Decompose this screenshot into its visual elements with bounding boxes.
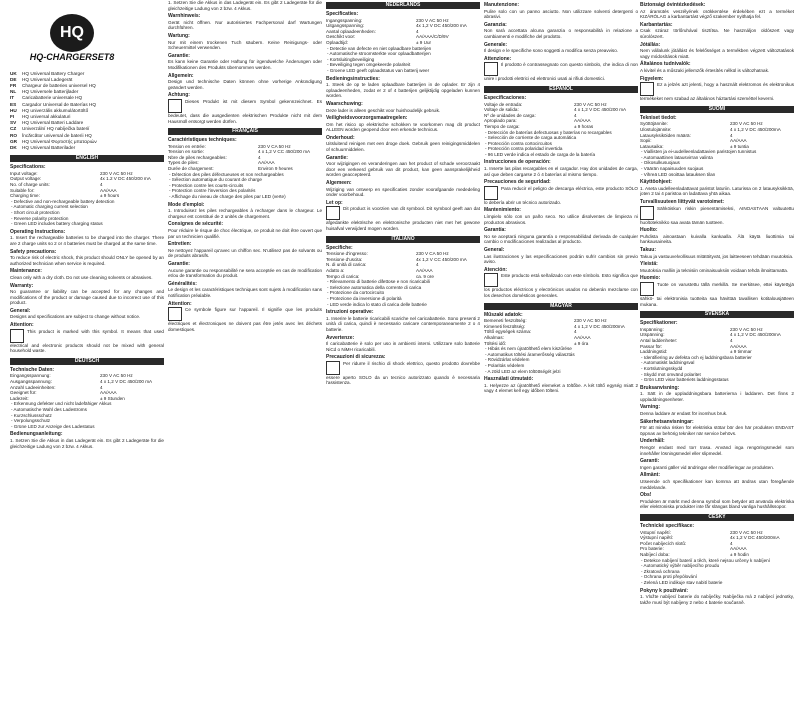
spec-row: Ulostulojännite: 4 x 1,2 V DC 450/200mA [640, 126, 781, 132]
feature-item: - Groene LED geeft oplaadstatus van batterij weer [327, 67, 430, 73]
weee-bin-icon [168, 307, 182, 321]
maintenance-text: Uitsluitend reinigen met een droge doek. Gebruik geen reinigingsmiddelen of schuurmiddelen. [326, 141, 480, 153]
general-text: Utseende och specifikationer kan komma att ändras utan föregående meddelande. [640, 479, 794, 490]
spec-row: Tensione d'ingresso: 230 V CA 50 Hz [326, 251, 449, 257]
feature-item: - Sélection automatique du courant de charge [169, 177, 262, 183]
warranty-text: Voor wijzigingen en veranderingen aan het product of schade veroorzaakt door een verkeerd gebruik van dit product, kan geen aansprakelijkheid worden geaccepteerd. [326, 161, 480, 178]
feature-item: - Grüne LED zur Anzeige des Ladestatus [11, 423, 95, 429]
general-heading: Generale: [484, 41, 508, 48]
operating-heading: Pokyny k používání: [640, 587, 689, 594]
operating-text: 1. Vložte nabíjecí baterie do nabíječky. Nabíječka má 2 nabíjecí jednotky, takže musí být nabíjeny 2 nebo 4 baterie současně. [640, 594, 794, 605]
feature-item: - Automatický výběr nabíjecího proudu [641, 563, 720, 569]
attention-heading: Atención: [484, 266, 508, 273]
warranty-heading: Takuu: [640, 247, 657, 253]
section-header-czech: ČESKY [640, 514, 794, 521]
safety-heading: Biztonsági óvintézkedések: [640, 2, 706, 8]
safety-text: Pour réduire le risque de choc électrique, ce produit ne doit être ouvert que par un technicien qualifié. [168, 228, 322, 239]
feature-item: - Détection des piles défectueuses et non rechargeables [169, 171, 284, 177]
brand-title: HQ-CHARGERSET8 [29, 52, 115, 62]
spec-row: Eingangsspannung: 230 V AC 50 Hz [10, 373, 133, 379]
general-text: Las ilustraciones y las especificaciones podrán sufrir cambios sin previo aviso. [484, 253, 638, 265]
operating-text: 1. Insert the rechargeable batteries to be charged into the charger. There are 2 charge units so 2 or 4 batteries must be charged at the same time. [10, 235, 164, 246]
maintenance-heading: Wartung: [168, 32, 190, 39]
warranty-heading: Jótállás: [640, 41, 661, 48]
spec-row: Utspänning: 4 x 1,2 V DC 450/200mA [640, 332, 781, 338]
spec-row: Anzahl Ladeeinheiten: 4 [10, 384, 103, 390]
warranty-text: Ingen garanti gäller vid ändringar eller modifieringar av produkten. [640, 464, 775, 470]
spec-row: N. di unità di carica: 4 [326, 262, 419, 268]
column-3 [326, 0, 480, 725]
operating-heading: Mode d'emploi: [168, 201, 205, 208]
spec-row: Ingangsspanning: 230 V AC 50 Hz [326, 17, 449, 23]
attention-text: Ce symbole figure sur l'appareil. Il signifie que les produits électriques et électroniques ne doivent pas être jetés avec les déchets domestiques. [168, 307, 322, 332]
spec-row: Geeignet für: AA/AAA [10, 390, 117, 396]
spec-row: Bemeneti feszültség: 230 V AC 50 Hz [484, 318, 607, 324]
spec-row: Vstupní napětí: 230 V AC 50 Hz [640, 529, 763, 535]
attention-heading: Huomio: [640, 275, 661, 282]
operating-text: 1. Inserte las pilas recargables en el cargador. Hay dos unidades de carga, así que deben cargarse 2 ó 4 baterías al mismo tiempo. [484, 166, 638, 177]
feature-item: - Beveiliging tegen omgekeerde polariteit [327, 62, 411, 68]
feature-item: - Kortsluitingbeveiliging [327, 56, 375, 62]
section-header-hungarian: MAGYAR [484, 303, 638, 310]
weee-bin-icon [640, 282, 654, 296]
feature-item: - Oikosulkusuojaus [641, 160, 680, 166]
list-item: FR Chargeur de batteries universel HQ [10, 83, 96, 88]
warranty-text: No guarantee or liability can be accepted for any changes and modifications of the product or damage caused due to incorrect use of this product. [10, 289, 164, 306]
warning-text: Il caricabatterie è solo per uso in ambienti interni. Utilizzare solo batterie NiCd o NiMH ricaricabili. [326, 341, 480, 352]
general-text: Muutoksia malliin ja teknisiin ominaisuuksiin voidaan tehdä ilmoittamatta. [640, 267, 789, 273]
operating-heading: Használati útmutató: [484, 376, 534, 383]
maintenance-heading: Karbantartás: [640, 21, 673, 28]
maintenance-text: Nur mit einem trockenen Tuch säubern. Keine Reinigungs- oder Scheuermittel verwenden. [168, 39, 322, 51]
warranty-text: No se aceptará ninguna garantía o responsabilidad derivada de cualquier cambio o modificaciones realizadas al producto. [484, 233, 638, 245]
operating-heading: Käyttöohjeet: [640, 179, 672, 186]
general-heading: Allmänt: [640, 472, 660, 479]
language-list [10, 71, 164, 152]
feature-item: - Affichage du niveau de charge des piles par LED (verte) [169, 194, 286, 200]
safety-text: Om het risico op elektrische schokken te voorkomen mag dit product ALLEEN worden geopend door een erkende technicus. [326, 121, 480, 133]
spec-row: Tempo di carica: ca. 9 ore [326, 273, 434, 279]
general-heading: Yleistä: [640, 261, 658, 268]
safety-heading: Turvallisuuteen liittyvät varotoimet: [640, 199, 725, 206]
weee-bin-icon [640, 82, 654, 96]
feature-item: - Green LED includes battery charging status [11, 221, 103, 227]
spec-row: Aantal oplaadeenheden: 4 [326, 28, 419, 34]
feature-item: - Väärän napaisuuden suojaus [641, 166, 704, 172]
feature-item: - Viallisten ja ei-uudelleenladattavien paristojen tunnistus [641, 149, 757, 155]
warranty-text: Es kann keine Garantie oder Haftung für irgendwelche Änderungen oder Modifikationen des Produkts übernommen werden. [168, 59, 322, 70]
operating-text: 1. Helyezze az újratölthető elemeket a töltőbe. A két töltő egység miatt 2 vagy 4 elemet kell egy időben tölteni. [484, 382, 638, 394]
warranty-text: Non sarà accettata alcuna garanzia o responsabilità in relazione a cambiamenti e modifiche del prodotto. [484, 28, 638, 39]
maintenance-text: Límpielo sólo con un paño seco. No utilice disolventes de limpieza ni productos abrasivos. [484, 214, 638, 225]
spec-row: Inspänning: 230 V AC 50 Hz [640, 326, 763, 332]
warranty-heading: Garantía: [484, 227, 506, 234]
feature-item: - Identifiering av defekta och ej laddningsbara batterier [641, 354, 752, 360]
general-heading: Általános tudnivalók: [640, 61, 691, 68]
weee-bin-icon [326, 206, 340, 220]
operating-heading: Istruzioni operative: [326, 309, 374, 316]
spec-row: Ladezeit: ± 9 Stunden [10, 395, 125, 401]
feature-item: - Skydd mot omvänd polaritet [641, 371, 701, 377]
spec-row: Alkalmas: AA/AAA [484, 334, 591, 340]
brand-logo [18, 14, 126, 61]
section-header-spanish: ESPAÑOL [484, 86, 638, 93]
feature-item: - Selección de corriente de carga automática [485, 135, 577, 141]
maintenance-text: Pulire solo con un panno asciutto. Non utilizzare solventi detergenti o abrasivi. [484, 8, 638, 20]
general-heading: Allgemein: [168, 72, 194, 79]
maintenance-heading: Onderhoud: [326, 134, 355, 141]
feature-item: - Protección contra cortocircuitos [485, 140, 552, 146]
maintenance-text: Csak száraz törlőruhával tisztítsa. Ne használjon oldószert vagy súrolószert. [640, 28, 794, 39]
feature-item: - Erkennung defekter und nicht ladefähiger Akkus [11, 401, 112, 407]
feature-item: - Kortslutningsskydd [641, 365, 683, 371]
feature-item: - Automatic charging current selection [11, 204, 88, 210]
safety-text: To reduce risk of electric shock, this product should ONLY be opened by an authorized technician when service is required. [10, 255, 164, 266]
feature-item: - Grön LED visar batteriets laddningsstatus [641, 377, 729, 383]
specs-heading: Caractéristiques techniques: [168, 137, 237, 144]
warning-triangle-icon [484, 186, 498, 200]
spec-row: Passar för: AA/AAA [640, 343, 747, 349]
spec-row: Ausgangsspannung: 4 x 1,2 V DC 450/200 mA [10, 379, 153, 385]
spec-row: Tension en sortie: 4 x 1,2 V CC 450/200 mA [168, 149, 311, 155]
spec-row: Pro baterie: AA/AAA [640, 546, 747, 552]
specs-heading: Specificaties: [326, 11, 359, 17]
spec-row: Kimeneti feszültség: 4 x 1,2 V DC 450/200mA [484, 323, 625, 329]
section-header-dutch: NEDERLANDS [326, 2, 480, 9]
list-item: ES Cargador Universal de Baterías HQ [10, 101, 96, 107]
list-item: RO Încărcător universal de baterii HQ [10, 132, 92, 138]
maintenance-text: Puhdista ainoastaan kuivalla kankaalla. Älä käytä liuottimia tai hankausaineita. [640, 233, 794, 245]
attention-text: Produkten är märkt med denna symbol som betyder att använda elektriska eller elektroniska produkter inte får slängas bland vanliga hushållssopor. [640, 498, 794, 510]
spec-row: Töltési idő: ± 9 óra [484, 340, 589, 346]
section-header-swedish: SVENSKA [640, 311, 794, 318]
column-1 [10, 0, 164, 725]
maintenance-text: Rengör endast med torr trasa. Använd inga rengöringsmedel som innehåller lösningsmedel eller slipmedel. [640, 445, 794, 456]
spec-row: Nabíjecí doba: ± 9 hodin [640, 551, 749, 557]
maintenance-heading: Huolto: [640, 227, 658, 234]
list-item: UK HQ Universal Battery Charger [10, 70, 85, 76]
operating-text: 1. Introduisez les piles rechargeables à recharger dans le chargeur. Le chargeur est constitué de 2 unités de chargement. [168, 208, 322, 219]
general-heading: General: [484, 247, 505, 253]
attention-heading: Obs! [640, 492, 652, 499]
feature-item: - Vihreä LED osoittaa latauksen tilan [641, 171, 716, 177]
list-item: HU HQ univerzális akkumulátortöltő [10, 107, 89, 113]
warning-text: Gerät nicht öffnen. Nur autorisiertes Fachpersonal darf Wartungen durchführen. [168, 19, 322, 31]
spec-row: No. of charge units: 4 [10, 182, 103, 188]
warranty-heading: Garanzia: [484, 21, 507, 28]
safety-text: För att minska risken för elektriska stötar bör den här produkten ENDAST öppnas av behörig tekniker när service behövs. [640, 425, 794, 436]
list-item: FI HQ universal akkulaturi [10, 114, 71, 120]
list-item: CZ Univerzální HQ nabíječka baterií [10, 126, 90, 132]
spec-row: Durée de chargement: Environ 9 heures [168, 166, 293, 172]
spec-row: Voltaje de salida: 4 x 1,2 V DC 450/200 mA [484, 107, 627, 113]
warning-triangle-icon [640, 206, 654, 220]
safety-heading: Säkerhetsanvisningar: [640, 418, 694, 425]
general-text: Design und technische Daten können ohne vorherige Ankündigung geändert werden. [168, 79, 322, 90]
attention-text: Il prodotto è contrassegnato con questo simbolo, che indica di non unire i prodotti elettrici ed elettronici usati ai rifiuti domestici. [484, 62, 638, 82]
safety-text: Az áramütés veszélyének csökkentése érdekében ezt a terméket KIZÁRÓLAG a karbantartást végző szakember nyithatja fel. [640, 8, 794, 20]
warning-text: Deze lader is alleen geschikt voor huishoudelijk gebruik. [326, 107, 441, 113]
section-header-finnish: SUOMI [640, 106, 794, 113]
section-header-english: ENGLISH [10, 155, 164, 162]
spec-row: Suitable for: AA/AAA [10, 187, 117, 193]
maintenance-heading: Underhåll: [640, 438, 665, 445]
attention-text: Tuote on varustettu tällä merkillä. Se merkitsee, ettei käytettyjä sähkö- tai elektronisia tuotteita saa hävittää tavallisen kotitalousjätteen mukana. [640, 281, 794, 307]
spec-row: Adatto a: AA/AAA [326, 267, 433, 273]
attention-text: This product is marked with this symbol. It means that used electrical and electronic products should not be mixed with general household waste. [10, 328, 164, 354]
general-text: Le design et les caractéristiques techniques sont sujets à modification sans notification préalable. [168, 287, 322, 298]
weee-bin-icon [10, 329, 24, 343]
section-header-italian: ITALIANO [326, 236, 480, 243]
maintenance-heading: Mantenimiento: [484, 207, 521, 214]
list-item: NL HQ Universele batterijlader [10, 89, 79, 95]
attention-heading: Attention: [168, 300, 192, 307]
spec-row: Laddningstid: ± 9 timmar [640, 349, 752, 355]
section-header-german: DEUTSCH [10, 358, 164, 365]
attention-text: Dit product is voorzien van dit symbool. Dit symbool geeft aan dat afgedankte elektrische en elektronische producten niet met het gewone huisafval verwijderd mogen worden. [326, 206, 480, 231]
feature-item: - Protección contra polaridad invertida [485, 146, 563, 152]
feature-item: - Automatische Wahl des Ladestroms [11, 407, 87, 413]
spec-row: Nbre de piles rechargeables: 4 [168, 154, 261, 160]
spec-row: Syöttöjännite: 230 V AC 50 Hz [640, 121, 763, 127]
operating-text: 1. Aseta uudelleenladattavat paristot laturiin. Laturissa on 2 latausyksikköä, joten 2 tai 4 paristoa on ladattava yhtä aikaa. [640, 185, 794, 197]
spec-row: Latausaika: ± 9 tuntia [640, 143, 749, 149]
operating-text: 1. Setzen Sie die Akkus in das Ladegerät ein. Es gibt 2 Ladegeräte für die gleichzeitige Ladung von 2 bzw. 4 Akkus. [168, 0, 322, 11]
feature-item: - Ochrana proti přepólování [641, 574, 697, 580]
spec-row: Output voltage: 4x 1.2 V DC 450/200 mA [10, 176, 151, 182]
operating-heading: Operating Instructions: [10, 228, 66, 235]
safety-heading: Veiligheidsvoorzorgsmaatregelen: [326, 115, 408, 122]
specs-heading: Specifications: [10, 164, 46, 171]
logo-mark-icon: HQ [50, 14, 94, 52]
feature-item: - Polaritás védelem [485, 362, 525, 368]
warranty-heading: Garantie: [168, 260, 190, 267]
warranty-heading: Garanti: [640, 458, 660, 465]
feature-item: - Automaattinen latausvirran valinta [641, 154, 713, 160]
operating-text: 1. Steek de op te laden oplaadbare batterijen in de oplader. Er zijn 4 oplaadeenheden, zodat er 2 of 4 batterijen gelijktijdig opgeladen kunnen worden. [326, 82, 480, 99]
attention-heading: Let op: [326, 199, 343, 206]
specs-heading: Especificaciones: [484, 94, 527, 101]
warranty-text: Aucune garantie ou responsabilité ne sera acceptée en cas de modification et/ou de transformation du produit. [168, 267, 322, 279]
attention-text: Ez a jelzés azt jelenti, hogy a használt elektromos és elektronikus termékeket nem szabad az általános háztartási szeméttel keverni. [640, 82, 794, 102]
attention-heading: Attenzione: [484, 55, 512, 62]
spec-row: Apropiado para: AA/AAA [484, 118, 591, 124]
spec-row: Types de piles: AA/AAA [168, 160, 275, 166]
maintenance-text: Ne nettoyez l'appareil qu'avec un chiffon sec. N'utilisez pas de solvants ou de produits abrasifs. [168, 247, 322, 259]
general-heading: Généralités: [168, 280, 197, 287]
spec-row: Tensione d'uscita: 4x 1,2 V CC 450/200 mA [326, 256, 467, 262]
feature-item: - Zkratová ochrana [641, 568, 680, 574]
operating-heading: Bruksanvisning: [640, 384, 680, 391]
spec-row: Input voltage: 230 V AC 50 Hz [10, 170, 133, 176]
feature-item: - LED verde indica lo stato di carica delle batterie [327, 301, 427, 307]
warranty-heading: Garantie: [326, 154, 348, 161]
warning-text: Denna laddare är endast för inomhus bruk. [640, 411, 728, 417]
feature-item: - Verpolungsschutz [11, 418, 51, 424]
feature-item: - Automatikus töltési áramerősség választás [485, 351, 575, 357]
warning-triangle-icon [326, 361, 340, 375]
specs-heading: Specifikationer: [640, 320, 678, 327]
spec-row: Sopii: AA/AAA [640, 138, 747, 144]
safety-heading: Precauzioni di sicurezza: [326, 354, 386, 361]
feature-item: - Selezione automatica della corrente di carica [327, 284, 422, 290]
safety-text: Per ridurre il rischio di shock elettrico, questo prodotto dovrebbe essere aperto SOLO da un tecnico autorizzato quando è necessaria l'assistenza. [326, 360, 480, 386]
warranty-text: Nem vállalunk jótállást és felelősséget a termékben végzett változtatások vagy módosítások miatt. [640, 48, 794, 59]
safety-heading: Consignes de sécurité: [168, 221, 224, 228]
safety-heading: Safety precautions: [10, 248, 57, 255]
feature-item: - Detección de baterías defectuosas y baterías no recargables [485, 129, 612, 135]
warranty-heading: Warranty: [10, 282, 34, 289]
spec-row: Nº de unidades de carga: 4 [484, 112, 577, 118]
feature-item: - 96 LED verde indica el estado de carga de la batería [485, 151, 596, 157]
feature-item: - Defective and non-rechargeable battery detection [11, 198, 115, 204]
attention-text: Este producto está señalizado con este símbolo. Esto significa que los productos eléctricos y electrónicos usados no deberán mezclarse con los desechos domésticos generales. [484, 273, 638, 298]
specs-heading: Technische Daten: [10, 366, 55, 373]
feature-item: - Protection contre les courts-circuits [169, 182, 244, 188]
safety-text: Sähköiskun riskin pienentämiseksi, AINOASTAAN valtuutettu huoltoteknikko saa avata tämän tuotteen. [640, 205, 794, 225]
warning-heading: Avvertenze: [326, 334, 355, 341]
warranty-heading: Garantie: [168, 52, 190, 59]
operating-text: 1. Sätt in de uppladdningsbara batterierna i laddaren. Det finns 2 uppladdningsenheter. [640, 391, 794, 402]
general-text: Wijziging van ontwerp en specificaties zonder voorafgaande mededeling onder voorbehoud. [326, 186, 480, 198]
feature-item: - Kurzschlussschutz [11, 412, 52, 418]
attention-heading: Attention: [10, 322, 34, 329]
warranty-text: Takuu ja vastuuvelvollisuus mitätöityvät, jos laitteeseen tehdään muutoksia. [640, 253, 794, 259]
list-item: IT Caricabatterie universale HQ [10, 95, 83, 101]
general-heading: General: [10, 307, 31, 314]
list-item: DE HQ Universal Ladegerät [10, 76, 73, 82]
column-5 [640, 0, 794, 725]
general-text: Designs and specifications are subject to change without notice. [10, 314, 141, 320]
warning-heading: Waarschuwing: [326, 100, 363, 107]
maintenance-text: Clean only with a dry cloth. Do not use cleaning solvents or abrasives. [10, 274, 153, 280]
operating-text: 1. Setzen Sie die Akkus in das Ladegerät ein. Es gibt 2 Ladegeräte für die gleichzeitige Ladung von 2 bzw. 4 Akkus. [10, 437, 164, 449]
feature-item: - Rilevamento di batterie difettose e non ricaricabili [327, 279, 430, 285]
operating-heading: Instrucciones de operación: [484, 159, 551, 166]
list-item: SV HQ Universal Batteri Laddare [10, 120, 84, 126]
feature-item: - Detekce nabíjení baterií a těch, které nejsou určeny k nabíjení [641, 557, 770, 563]
column-4 [484, 0, 638, 725]
list-item: GR HQ Universal Φορτιστής μπαταριών [10, 138, 97, 144]
feature-item: - Protezione da inversione di polarità [327, 295, 402, 301]
weee-bin-icon [484, 273, 498, 287]
spec-row: Latausyksiköiden määrä: 4 [640, 132, 733, 138]
general-text: A kivitel és a műszaki jellemzők értesítés nélkül is változhatnak. [640, 67, 770, 73]
operating-text: 1. Inserire le batterie ricaricabili scariche nel caricabatterie. Sono presenti 2 unità di carica, quindi è necessario caricare contemporaneamente 2 o 4 batterie. [326, 315, 480, 332]
spec-row: Voltaje de entrada: 230 V AC 50 Hz [484, 101, 607, 107]
feature-item: - Reverse polarity protection [11, 215, 69, 221]
warning-heading: Precauciones de seguridad: [484, 179, 551, 186]
specs-heading: Tekniset tiedot: [640, 114, 677, 121]
warning-heading: Warnhinweis: [168, 13, 201, 20]
feature-item: - Detectie van defecte en niet oplaadbare batterijen [327, 45, 432, 51]
spec-row: Tension en entrée: 230 V CA 50 Hz [168, 143, 291, 149]
specs-heading: Technické specifikace: [640, 522, 695, 529]
feature-item: - Hibás és nem újratölthető elem kiszűrése [485, 346, 572, 352]
spec-row: Charging time: ± 9 hours [10, 193, 120, 199]
feature-item: - Zelená LED indikuje stav nabití baterie [641, 579, 723, 585]
spec-row: Antal laddenheter: 4 [640, 337, 733, 343]
spec-row: Oplaadtijd: ± 9 Uur [326, 39, 432, 45]
spec-row: Počet nabíjecích slotů: 4 [640, 540, 733, 546]
spec-row: Töltő egységek száma: 4 [484, 329, 577, 335]
feature-item: - Automatiskt laddningsval [641, 360, 695, 366]
operating-heading: Bedieningsinstructies: [326, 75, 380, 82]
section-header-french: FRANÇAIS [168, 128, 322, 135]
warning-text: Para reducir el peligro de descarga eléctrica, este producto SÓLO lo debería abrir un técnico autorizado. [484, 185, 638, 205]
weee-bin-icon [168, 99, 182, 113]
spec-row: Geschikt voor: AA/AAA/C/D/9V [326, 34, 449, 40]
maintenance-heading: Maintenance: [10, 268, 42, 275]
general-text: Il design e le specifiche sono soggetti a modifica senza preavviso. [484, 48, 619, 54]
operating-heading: Bedienungsanleitung: [10, 431, 63, 438]
specs-heading: Specifiche: [326, 244, 353, 251]
maintenance-heading: Manutenzione: [484, 2, 519, 8]
general-heading: Algemeen: [326, 180, 352, 187]
specs-heading: Műszaki adatok: [484, 311, 523, 318]
spec-row: Uitgangsspanning: 4x 1,2 V DC 450/200 mA [326, 23, 467, 29]
list-item: DK HQ Universal Batterilader [10, 145, 76, 151]
feature-item: - Protection contre l'inversion des polarités [169, 188, 256, 194]
attention-heading: Achtung: [168, 92, 190, 99]
feature-item: - A zöld LED az elem töltöttségét jelzi [485, 368, 561, 374]
warning-heading: Varning: [640, 404, 661, 411]
maintenance-heading: Entretien: [168, 241, 192, 248]
feature-item: - Automatische stroomsterkte voor oplaadbatterijen [327, 51, 431, 57]
attention-text: Dieses Produkt ist mit diesem Symbol gekennzeichnet. Es bedeutet, dass die ausgedienten elektrischen Produkte nicht mit dem Hausmüll entsorgt werden dürfen. [168, 98, 322, 124]
feature-item: - Short circuit protection [11, 209, 60, 215]
weee-bin-icon [484, 62, 498, 76]
feature-item: - Protezione da cortocircuito [327, 290, 385, 296]
spec-row: Výstupní napětí: 4x 1,2 V DC 450/200mA [640, 535, 780, 541]
spec-row: Tiempo de carga: ± 9 horas [484, 123, 594, 129]
feature-item: - Rövidzárlat védelem [485, 357, 530, 363]
column-2 [168, 0, 322, 725]
attention-heading: Figyelem: [640, 75, 664, 82]
